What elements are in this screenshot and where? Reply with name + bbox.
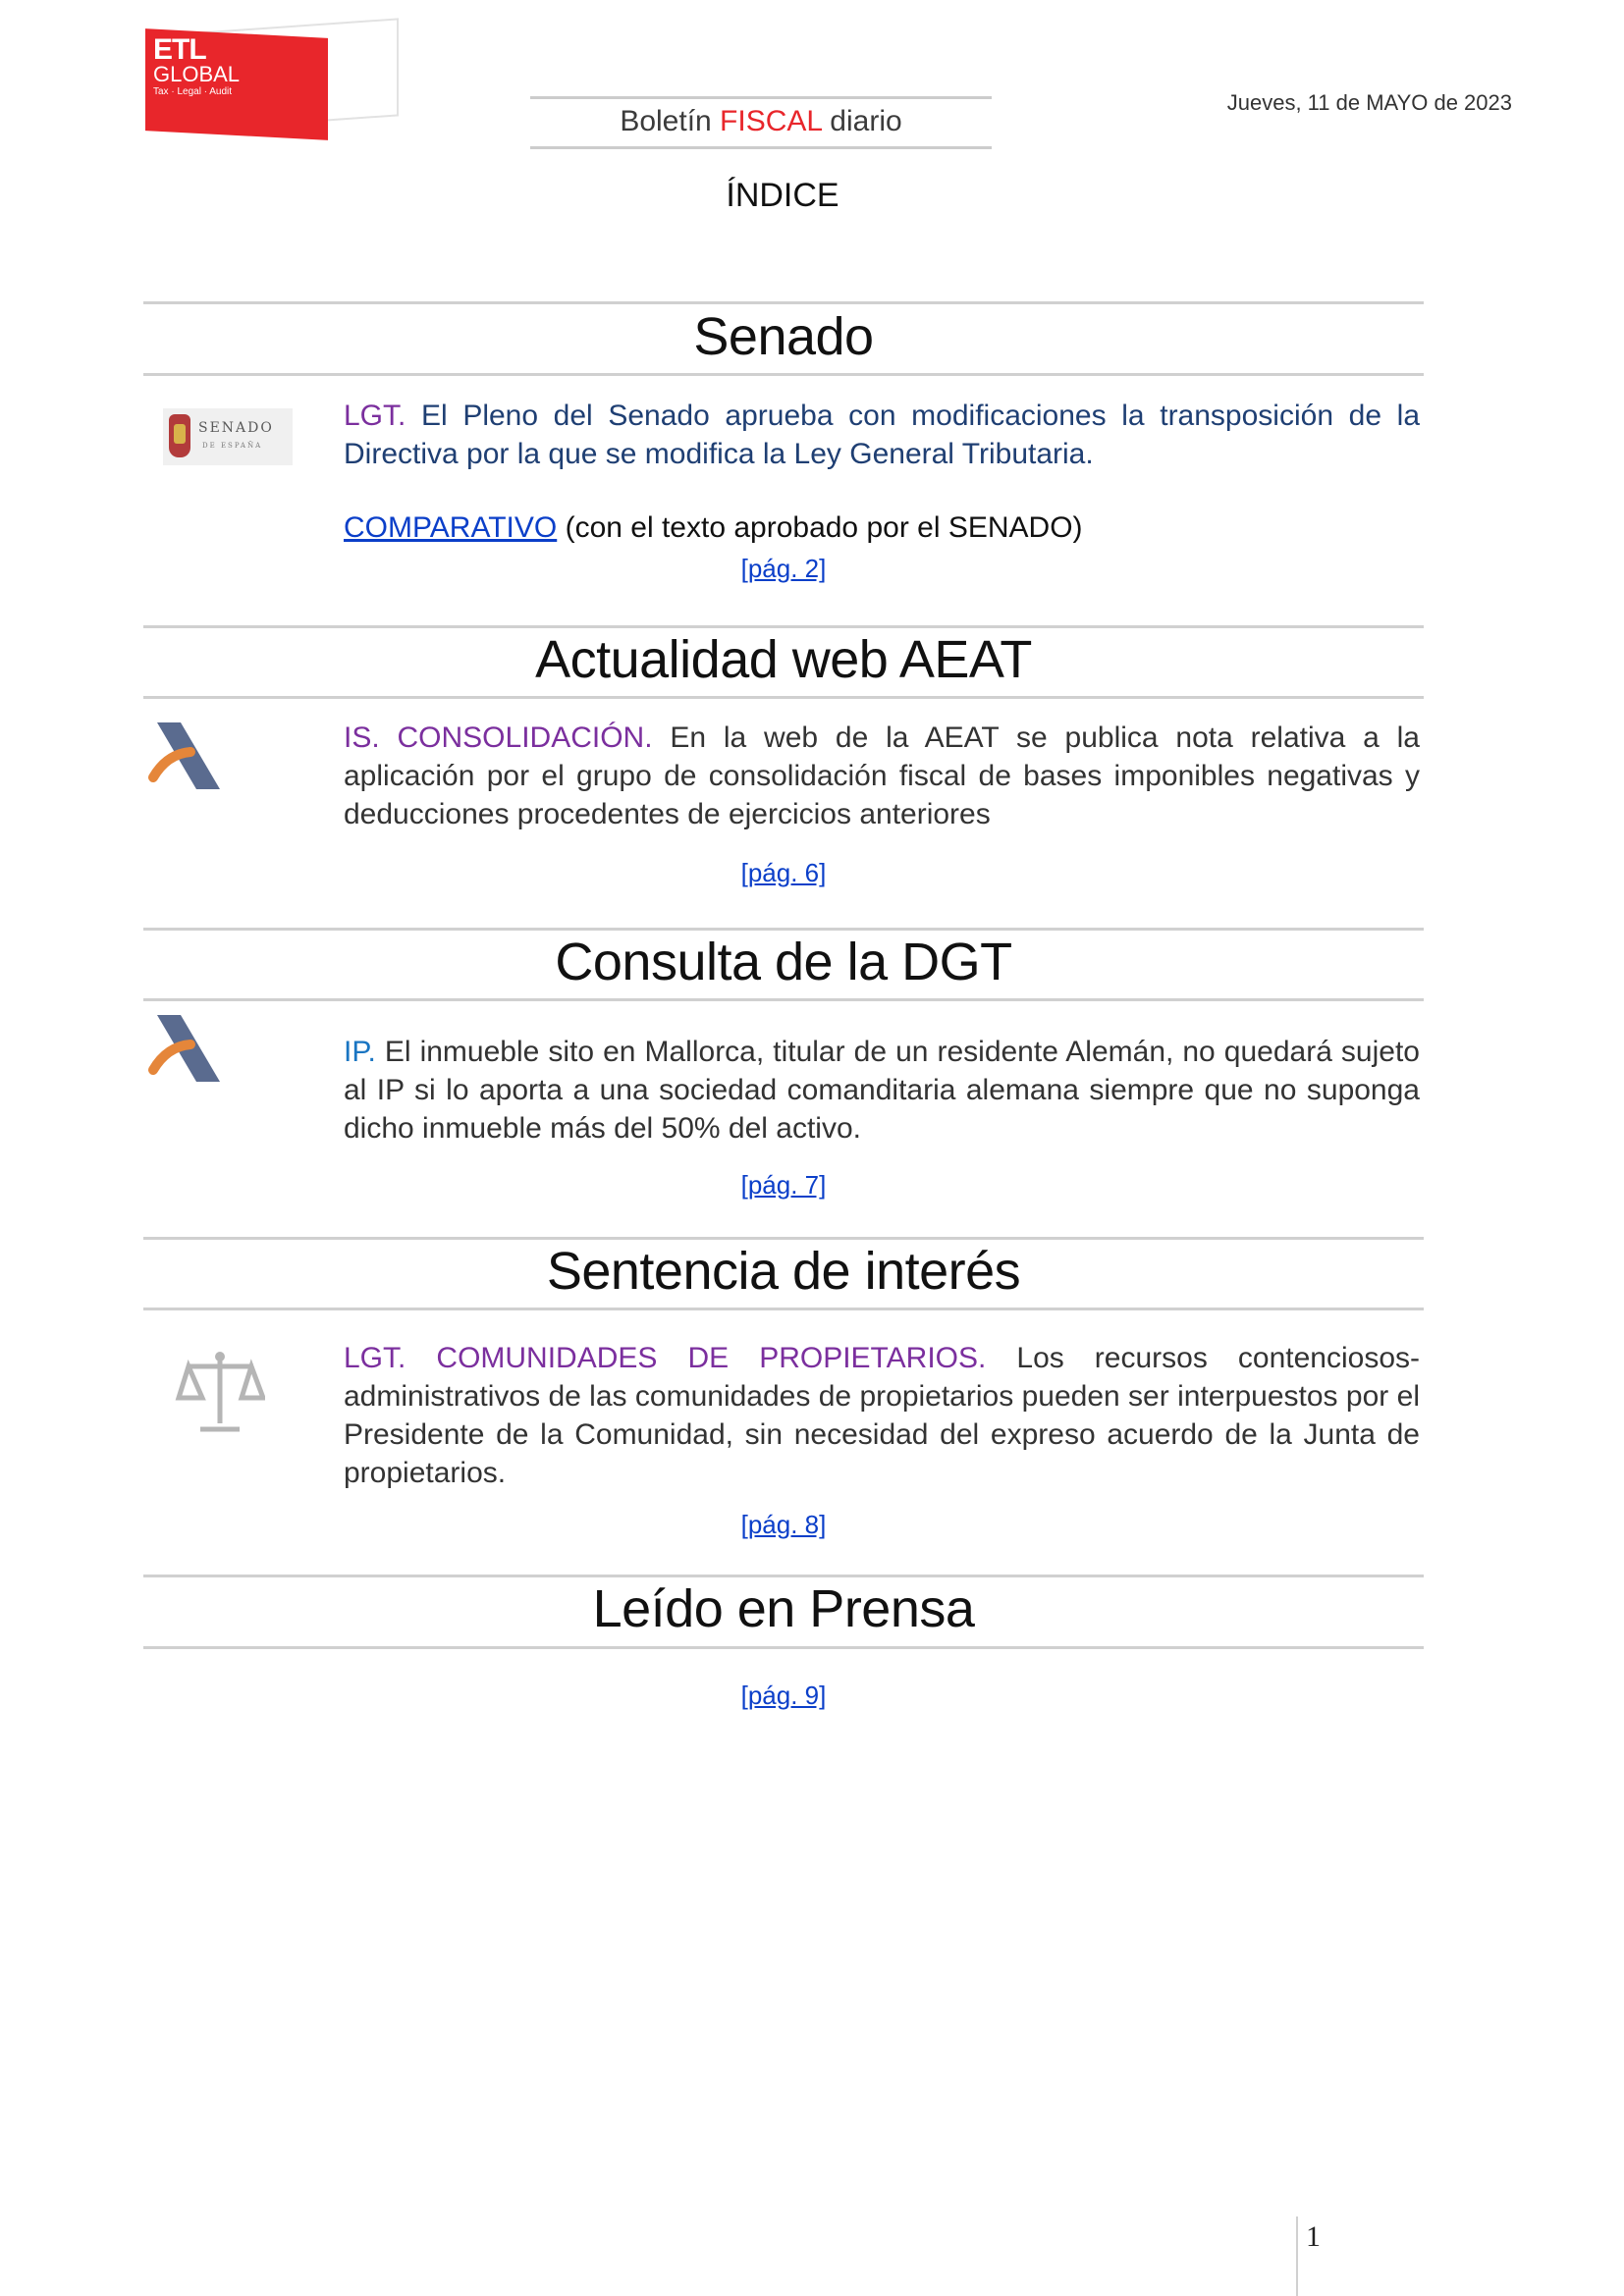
page-link-row	[143, 1681, 1424, 1711]
aeat-logo-icon	[147, 1011, 226, 1086]
aeat-summary	[344, 719, 1420, 833]
etl-global-logo	[145, 26, 401, 143]
aeat-logo-icon	[147, 719, 226, 793]
summary-text: Los recursos contenciosos-administrativos de las comunidades de propietarios pueden ser interpuestos por el Presidente de la Comunidad, sin necesidad del expreso acuerdo de la Junta de propietarios.	[344, 1342, 1420, 1489]
page-link-row	[143, 1170, 1424, 1201]
senado-logo-text: SENADO	[198, 420, 274, 436]
index-title: ÍNDICE	[726, 177, 839, 214]
comparativo-link[interactable]: COMPARATIVO	[344, 511, 558, 544]
logo-etl-text: ETL	[153, 33, 206, 66]
section-heading-sentencia: Sentencia de interés	[546, 1242, 1021, 1301]
section-heading-senado: Senado	[693, 307, 874, 366]
bulletin-title	[530, 96, 992, 149]
section-rule-top	[143, 625, 1424, 628]
section-tag: IS. CONSOLIDACIÓN.	[344, 721, 653, 754]
section-tag: LGT.	[344, 400, 406, 432]
senado-logo	[163, 408, 293, 465]
section-rule-top	[143, 301, 1424, 304]
summary-text: En la web de la AEAT se publica nota relativa a la aplicación por el grupo de consolidación fiscal de bases imponibles negativas y deducciones procedentes de ejercicios anteriores	[344, 721, 1420, 830]
issue-date: Jueves, 11 de MAYO de 2023	[1226, 90, 1512, 115]
section-rule-bottom	[143, 998, 1424, 1001]
footer-divider	[1296, 2216, 1298, 2296]
page-link[interactable]: [pág. 9]	[740, 1681, 827, 1710]
senado-logo-subtext: DE ESPAÑA	[202, 442, 263, 450]
page-link-row	[143, 554, 1424, 584]
summary-text: El Pleno del Senado aprueba con modificaciones la transposición de la Directiva por la que se modifica la Ley General Tributaria.	[344, 400, 1420, 470]
senado-summary	[344, 397, 1420, 473]
senado-crest-icon	[169, 414, 190, 457]
section-rule-bottom	[143, 696, 1424, 699]
page-link[interactable]: [pág. 2]	[740, 554, 827, 583]
page-link-row	[143, 1510, 1424, 1540]
summary-text: El inmueble sito en Mallorca, titular de un residente Alemán, no quedará sujeto al IP si lo aporta a una sociedad comanditaria alemana siempre que no suponga dicho inmueble más del 50% del activo.	[344, 1036, 1420, 1145]
sentencia-summary	[344, 1339, 1420, 1492]
logo-global-text: GLOBAL	[153, 62, 241, 86]
section-tag: IP.	[344, 1036, 376, 1068]
section-rule-top	[143, 1575, 1424, 1577]
section-heading-aeat: Actualidad web AEAT	[535, 630, 1032, 689]
comparativo-line	[344, 508, 1420, 547]
balance-scale-icon	[175, 1347, 265, 1437]
section-rule-top	[143, 1237, 1424, 1240]
page-link[interactable]: [pág. 6]	[740, 858, 827, 887]
dgt-summary	[344, 1033, 1420, 1148]
page-number: 1	[1306, 2220, 1321, 2253]
section-rule-top	[143, 928, 1424, 931]
section-rule-bottom	[143, 1308, 1424, 1310]
page-link-row	[143, 858, 1424, 888]
section-rule-bottom	[143, 373, 1424, 376]
page-link[interactable]: [pág. 7]	[740, 1170, 827, 1200]
section-heading-prensa: Leído en Prensa	[592, 1579, 975, 1638]
section-rule-bottom	[143, 1646, 1424, 1649]
bulletin-post: diario	[821, 105, 902, 137]
page-link[interactable]: [pág. 8]	[740, 1510, 827, 1539]
logo-subtitle: Tax · Legal · Audit	[153, 86, 233, 97]
section-tag: LGT. COMUNIDADES DE PROPIETARIOS.	[344, 1342, 987, 1374]
bulletin-accent: FISCAL	[720, 105, 822, 137]
bulletin-pre: Boletín	[620, 105, 721, 137]
comparativo-text: (con el texto aprobado por el SENADO)	[557, 511, 1083, 544]
section-heading-dgt: Consulta de la DGT	[555, 933, 1012, 991]
